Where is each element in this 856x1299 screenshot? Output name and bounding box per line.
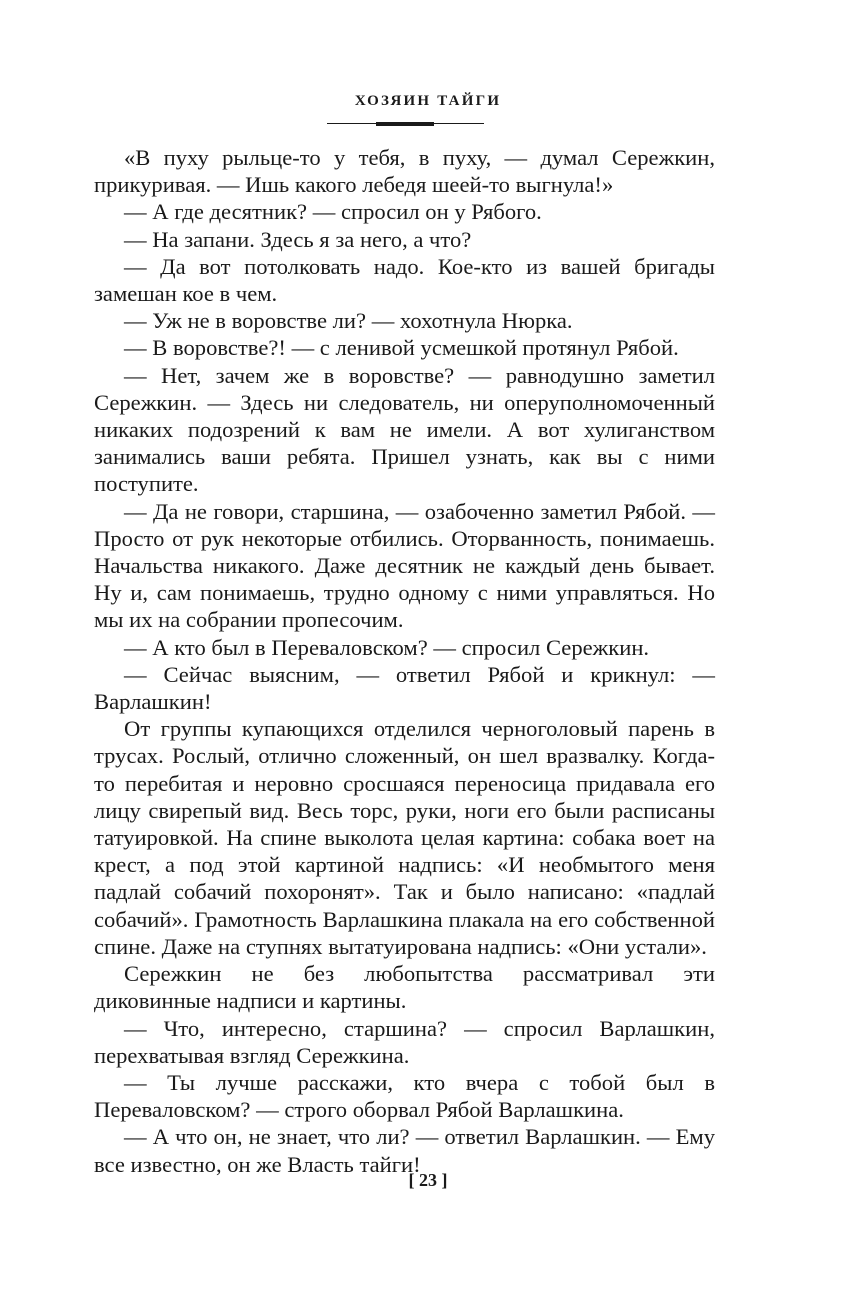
paragraph: — Что, интересно, старшина? — спросил Варлашкин, перехватывая взгляд Сережкина.: [94, 1015, 715, 1068]
paragraph: — Да не говори, старшина, — озабоченно заметил Рябой. — Просто от рук некоторые отбились. Оторванность, понимаешь. Начальства никакого. Даже десятник не каждый день бывает. Ну и, сам понимаешь, трудно одному с ними управляться. Но мы их на собрании пропесочим.: [94, 498, 715, 633]
paragraph: — Уж не в воровстве ли? — хохотнула Нюрка.: [124, 308, 573, 334]
paragraph: «В пуху рыльце-то у тебя, в пуху, — думал Сережкин, прикуривая. — Ишь какого лебедя шеей-то выгнула!»: [94, 145, 715, 198]
paragraph: — А кто был в Переваловском? — спросил Сережкин.: [124, 634, 650, 660]
paragraph: — Да вот потолковать надо. Кое-кто из вашей бригады замешан кое в чем.: [94, 253, 715, 307]
paragraph: Сережкин не без любопытства рассматривал эти диковинные надписи и картины.: [94, 961, 715, 1014]
paragraph: — Нет, зачем же в воровстве? — равнодушно заметил Сережкин. — Здесь ни следователь, ни оперуполномоченный никаких подозрений к вам не имели. А вот хулиганством занимались ваши ребята. Пришел узнать, как вы с ними поступите.: [94, 362, 715, 497]
paragraph: — Ты лучше расскажи, кто вчера с тобой был в Переваловском? — строго оборвал Рябой Варлашкина.: [94, 1069, 715, 1123]
paragraph: — А что он, не знает, что ли? — ответил Варлашкин. — Ему все известно, он же Власть тайги!: [94, 1124, 715, 1177]
paragraph: — А где десятник? — спросил он у Рябого.: [124, 199, 542, 225]
paragraph: — На запани. Здесь я за него, а что?: [124, 226, 472, 252]
body-text: [94, 144, 715, 1178]
paragraph: — В воровстве?! — с ленивой усмешкой протянул Рябой.: [124, 335, 679, 361]
paragraph: — Сейчас выясним, — ответил Рябой и крикнул: — Варлашкин!: [94, 661, 715, 715]
running-title: ХОЗЯИН ТАЙГИ: [354, 93, 502, 109]
paragraph: От группы купающихся отделился черноголовый парень в трусах. Рослый, отлично сложенный, он шел вразвалку. Когда-то перебитая и неровно сросшаяся переносица придавала его лицу свирепый вид. Весь торс, руки, ноги его были расписаны татуировкой. На спине выколота целая картина: собака воет на крест, а под этой картиной надпись: «И необмытого меня падлай собачий похоронят». Так и было написано: «падлай собачий». Грамотность Варлашкина плакала на его собственной спине. Даже на ступнях вытатуирована надпись: «Они устали».: [94, 716, 715, 959]
running-head: [0, 92, 856, 110]
header-rule-ornament: [376, 122, 434, 126]
page-number: [ 23 ]: [408, 1170, 448, 1190]
